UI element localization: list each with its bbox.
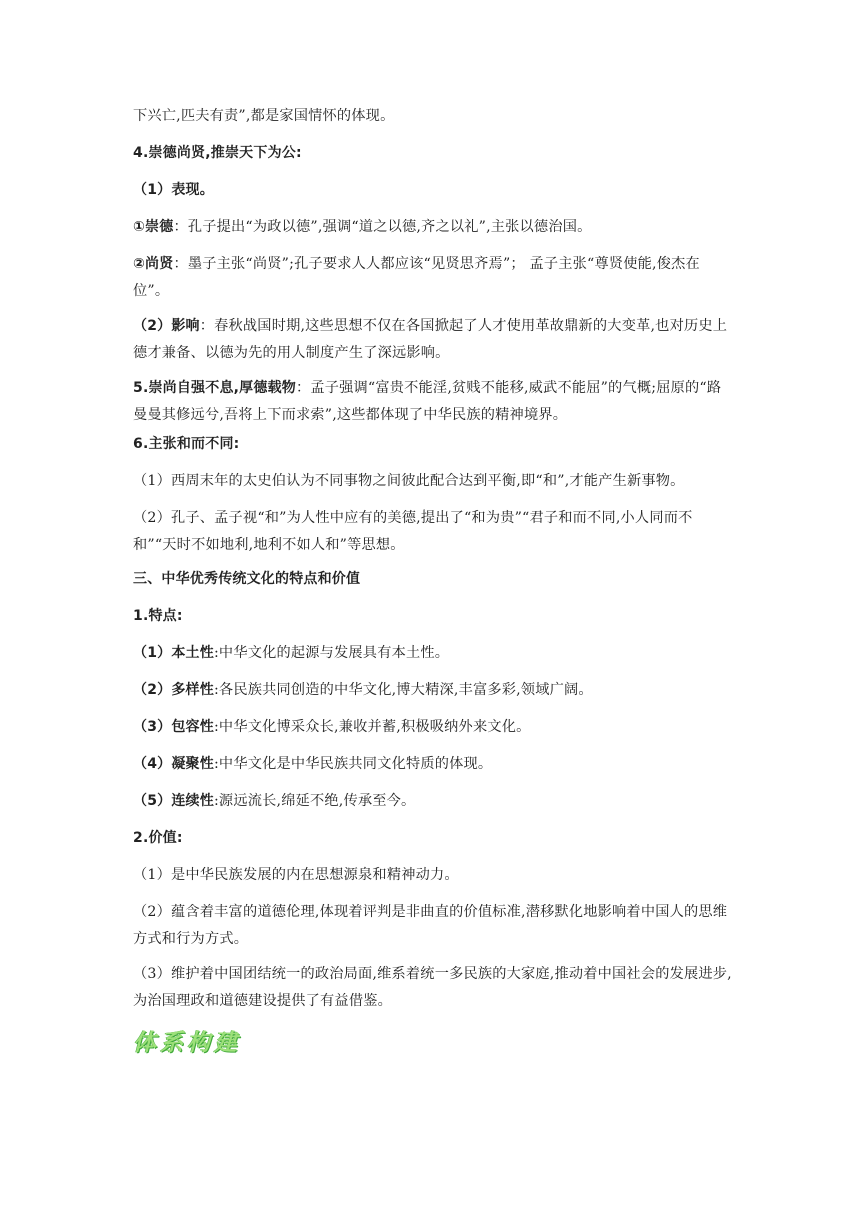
heading: 2.价值:	[133, 830, 183, 846]
section-heading: 三、中华优秀传统文化的特点和价值	[133, 571, 361, 587]
paragraph: （2）多样性:各民族共同创造的中华文化,博大精深,丰富多彩,领域广阔。	[133, 682, 593, 698]
paragraph: （3）维护着中国团结统一的政治局面,维系着统一多民族的大家庭,推动着中国社会的发展进步,为治国理政和道德建设提供了有益借鉴。	[133, 966, 732, 1009]
paragraph: （4）凝聚性:中华文化是中华民族共同文化特质的体现。	[133, 756, 493, 772]
paragraph: 5.崇尚自强不息,厚德载物：孟子强调“富贵不能淫,贫贱不能移,威武不能屈”的气概;屈原的“路曼曼其修远兮,吾将上下而求索”,这些都体现了中华民族的精神境界。	[133, 380, 722, 423]
paragraph: （1）本土性:中华文化的起源与发展具有本土性。	[133, 645, 450, 661]
heading: 4.崇德尚贤,推崇天下为公:	[133, 145, 302, 161]
paragraph: （2）蕴含着丰富的道德伦理,体现着评判是非曲直的价值标准,潜移默化地影响着中国人的思维方式和行为方式。	[133, 904, 728, 947]
paragraph: （1）是中华民族发展的内在思想源泉和精神动力。	[133, 867, 459, 883]
paragraph: ①崇德：孔子提出“为政以德”,强调“道之以德,齐之以礼”,主张以德治国。	[133, 219, 592, 235]
paragraph: 下兴亡,匹夫有责”,都是家国情怀的体现。	[133, 108, 395, 124]
paragraph: （2）孔子、孟子视“和”为人性中应有的美德,提出了“和为贵”“君子和而不同,小人同而不和”“天时不如地利,地利不如人和”等思想。	[133, 510, 693, 553]
paragraph: ②尚贤：墨子主张“尚贤”;孔子要求人人都应该“见贤思齐焉”； 孟子主张“尊贤使能,俊杰在位”。	[133, 256, 700, 299]
paragraph: （5）连续性:源远流长,绵延不绝,传承至今。	[133, 793, 416, 809]
heading: 1.特点:	[133, 608, 183, 624]
section-banner-image: 体系构建	[133, 1029, 241, 1056]
heading: 6.主张和而不同:	[133, 436, 240, 452]
subheading: （1）表现。	[133, 182, 214, 198]
paragraph: （2）影响：春秋战国时期,这些思想不仅在各国掀起了人才使用革故鼎新的大变革,也对历史上德才兼备、以德为先的用人制度产生了深远影响。	[133, 318, 728, 361]
paragraph: （3）包容性:中华文化博采众长,兼收并蓄,积极吸纳外来文化。	[133, 719, 531, 735]
paragraph: （1）西周末年的太史伯认为不同事物之间彼此配合达到平衡,即“和”,才能产生新事物。	[133, 473, 685, 489]
